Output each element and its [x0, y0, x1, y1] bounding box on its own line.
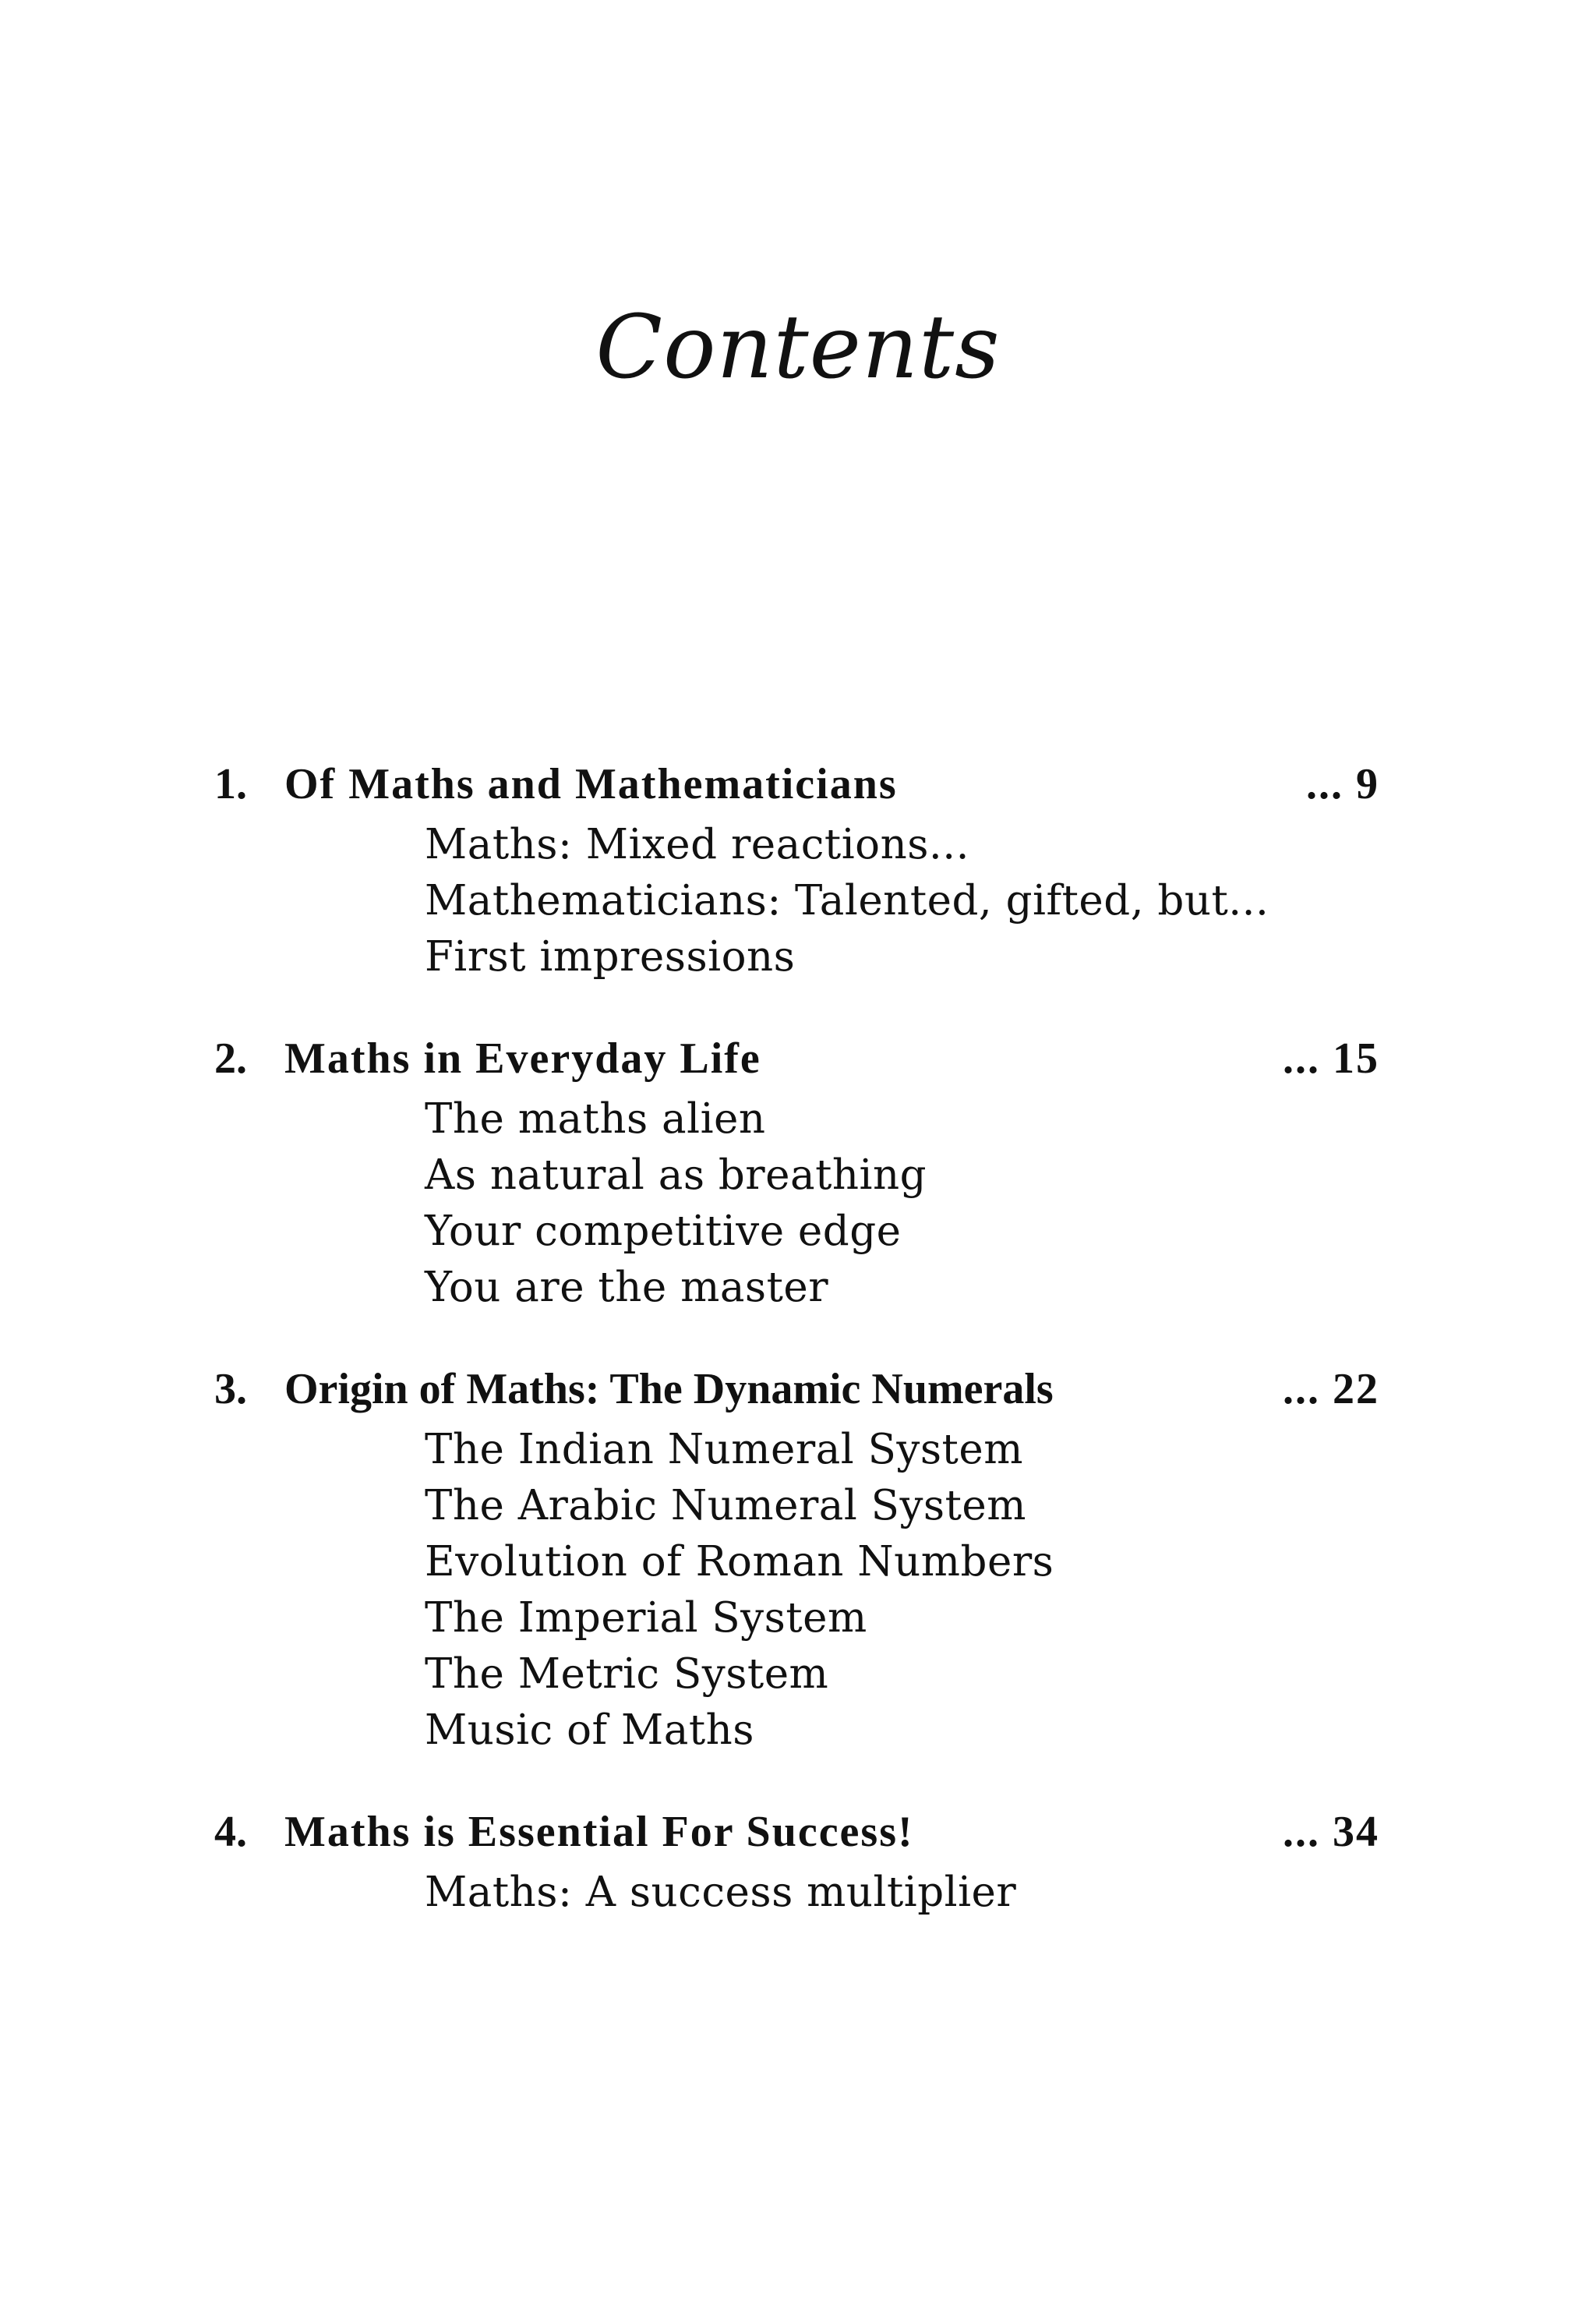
chapter-number: 2. — [214, 1034, 247, 1083]
chapter-title: Of Maths and Mathematicians — [284, 760, 898, 808]
section-item: Maths: A success multiplier — [425, 1869, 1017, 1916]
section-list — [425, 1087, 1379, 1316]
table-of-contents — [214, 756, 1379, 1966]
section-item: As natural as breathing — [425, 1151, 927, 1199]
section-item: The Indian Numeral System — [425, 1426, 1023, 1473]
chapter-title: Maths is Essential For Success! — [284, 1808, 914, 1856]
chapter-page: ... 9 — [1306, 760, 1379, 808]
section-item: The maths alien — [425, 1095, 766, 1143]
section-item: You are the master — [425, 1264, 829, 1311]
section-list — [425, 812, 1379, 985]
section-list — [425, 1860, 1379, 1921]
chapter-page: ... 15 — [1283, 1034, 1379, 1083]
section-item: Evolution of Roman Numbers — [425, 1538, 1054, 1586]
chapter-number: 3. — [214, 1365, 247, 1413]
chapter-number: 4. — [214, 1808, 247, 1856]
section-item: Maths: Mixed reactions... — [425, 821, 969, 868]
chapter-1 — [214, 756, 1379, 985]
section-item: First impressions — [425, 933, 796, 981]
chapter-page: ... 34 — [1283, 1808, 1379, 1856]
chapter-title: Origin of Maths: The Dynamic Numerals — [284, 1365, 1054, 1413]
section-item: Mathematicians: Talented, gifted, but... — [425, 877, 1269, 925]
section-list — [425, 1417, 1379, 1759]
chapter-title: Maths in Everyday Life — [284, 1034, 761, 1083]
chapter-heading — [214, 1361, 1379, 1417]
section-item: Music of Maths — [425, 1706, 754, 1754]
page-title: Contents — [595, 297, 1001, 398]
section-item: The Arabic Numeral System — [425, 1482, 1027, 1529]
section-item: Your competitive edge — [425, 1207, 902, 1255]
chapter-2 — [214, 1031, 1379, 1316]
chapter-heading — [214, 1804, 1379, 1860]
chapter-number: 1. — [214, 760, 247, 808]
section-item: The Metric System — [425, 1650, 829, 1698]
chapter-3 — [214, 1361, 1379, 1759]
chapter-heading — [214, 756, 1379, 812]
chapter-page: ... 22 — [1283, 1365, 1379, 1413]
section-item: The Imperial System — [425, 1594, 867, 1642]
chapter-4 — [214, 1804, 1379, 1921]
chapter-heading — [214, 1031, 1379, 1087]
